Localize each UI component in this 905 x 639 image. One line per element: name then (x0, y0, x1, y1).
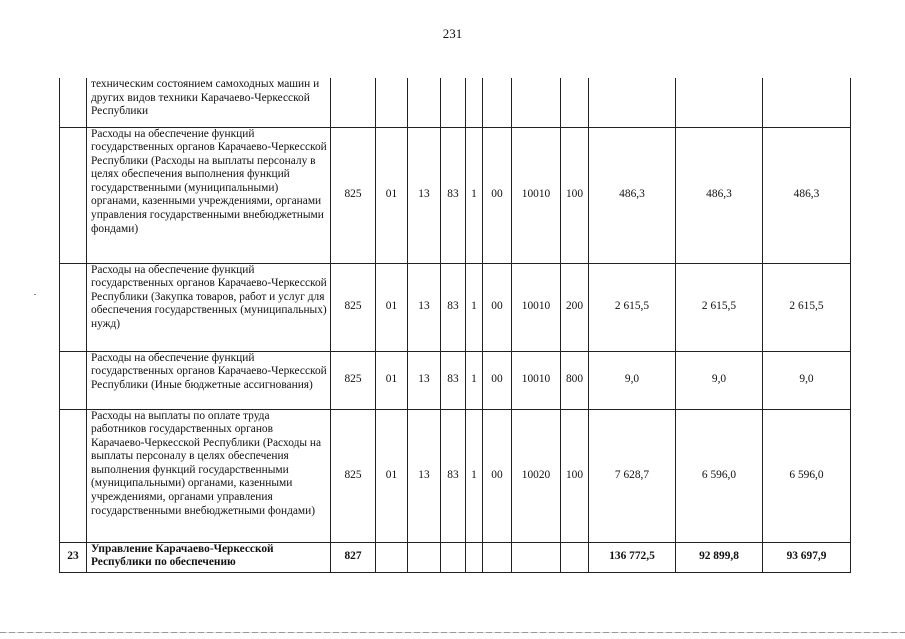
code-expense-type: 100 (561, 409, 589, 542)
code-direction (512, 542, 561, 572)
row-index: 23 (60, 542, 87, 572)
row-description: Расходы на обеспечение функций государственных органов Карачаево-Черкесской Республики (Расходы на выплаты персоналу в целях обеспечения выполнения функций государственными (муниципальными) органами, казенными учреждениями, органами управления государственными внебюджетными фондами) (87, 127, 331, 263)
amount-year-2: 2 615,5 (676, 263, 763, 351)
scan-edge-line (0, 632, 905, 633)
table-row (60, 78, 851, 127)
scan-speck (34, 294, 36, 295)
amount-year-3: 486,3 (763, 127, 851, 263)
amount-year-1: 136 772,5 (589, 542, 676, 572)
code-program: 83 (441, 127, 466, 263)
row-index (60, 78, 87, 127)
amount-year-3: 2 615,5 (763, 263, 851, 351)
code-section (376, 542, 408, 572)
row-index (60, 127, 87, 263)
code-expense-type: 200 (561, 263, 589, 351)
code-admin: 825 (331, 127, 376, 263)
code-direction: 10020 (512, 409, 561, 542)
code-event: 00 (483, 127, 512, 263)
row-description: Управление Карачаево-Черкесской Республики по обеспечению (87, 542, 331, 572)
code-subprogram: 1 (466, 263, 483, 351)
table-row (60, 351, 851, 409)
code-subprogram: 1 (466, 127, 483, 263)
code-program: 83 (441, 263, 466, 351)
row-description: Расходы на выплаты по оплате труда работников государственных органов Карачаево-Черкесской Республики (Расходы на выплаты персоналу в целях обеспечения выполнения функций государственными (муниципальными) органами, казенными учреждениями, органами управления государственными внебюджетными фондами) (87, 409, 331, 542)
code-direction (512, 78, 561, 127)
amount-year-3 (763, 78, 851, 127)
code-section (376, 78, 408, 127)
code-direction: 10010 (512, 351, 561, 409)
code-section: 01 (376, 409, 408, 542)
table-row (60, 542, 851, 572)
code-direction: 10010 (512, 127, 561, 263)
row-index (60, 351, 87, 409)
code-event: 00 (483, 263, 512, 351)
code-admin (331, 78, 376, 127)
code-expense-type (561, 78, 589, 127)
amount-year-2: 6 596,0 (676, 409, 763, 542)
code-admin: 825 (331, 351, 376, 409)
code-expense-type: 100 (561, 127, 589, 263)
row-index (60, 263, 87, 351)
code-subprogram (466, 78, 483, 127)
code-subsection: 13 (408, 263, 441, 351)
code-expense-type: 800 (561, 351, 589, 409)
amount-year-2: 486,3 (676, 127, 763, 263)
code-subsection: 13 (408, 409, 441, 542)
amount-year-1: 2 615,5 (589, 263, 676, 351)
amount-year-2: 92 899,8 (676, 542, 763, 572)
code-subsection (408, 78, 441, 127)
row-description: техническим состоянием самоходных машин и других видов техники Карачаево-Черкесской Республики (87, 78, 331, 127)
code-expense-type (561, 542, 589, 572)
table-row (60, 263, 851, 351)
amount-year-1: 9,0 (589, 351, 676, 409)
code-admin: 827 (331, 542, 376, 572)
code-section: 01 (376, 351, 408, 409)
table-row (60, 127, 851, 263)
row-description: Расходы на обеспечение функций государственных органов Карачаево-Черкесской Республики (Иные бюджетные ассигнования) (87, 351, 331, 409)
code-program (441, 78, 466, 127)
code-subprogram: 1 (466, 351, 483, 409)
code-program: 83 (441, 409, 466, 542)
code-event: 00 (483, 351, 512, 409)
code-admin: 825 (331, 409, 376, 542)
code-program (441, 542, 466, 572)
row-description: Расходы на обеспечение функций государственных органов Карачаево-Черкесской Республики (Закупка товаров, работ и услуг для обеспечения государственных (муниципальных) нужд) (87, 263, 331, 351)
amount-year-2: 9,0 (676, 351, 763, 409)
code-direction: 10010 (512, 263, 561, 351)
code-event (483, 542, 512, 572)
amount-year-3: 6 596,0 (763, 409, 851, 542)
amount-year-2 (676, 78, 763, 127)
code-event (483, 78, 512, 127)
code-subsection: 13 (408, 127, 441, 263)
table-row (60, 409, 851, 542)
code-section: 01 (376, 127, 408, 263)
code-admin: 825 (331, 263, 376, 351)
page-number: 231 (442, 26, 463, 41)
code-subsection (408, 542, 441, 572)
code-subprogram: 1 (466, 409, 483, 542)
code-section: 01 (376, 263, 408, 351)
amount-year-3: 93 697,9 (763, 542, 851, 572)
amount-year-3: 9,0 (763, 351, 851, 409)
amount-year-1: 486,3 (589, 127, 676, 263)
code-event: 00 (483, 409, 512, 542)
budget-table (59, 78, 851, 573)
code-program: 83 (441, 351, 466, 409)
code-subprogram (466, 542, 483, 572)
amount-year-1 (589, 78, 676, 127)
amount-year-1: 7 628,7 (589, 409, 676, 542)
row-index (60, 409, 87, 542)
code-subsection: 13 (408, 351, 441, 409)
